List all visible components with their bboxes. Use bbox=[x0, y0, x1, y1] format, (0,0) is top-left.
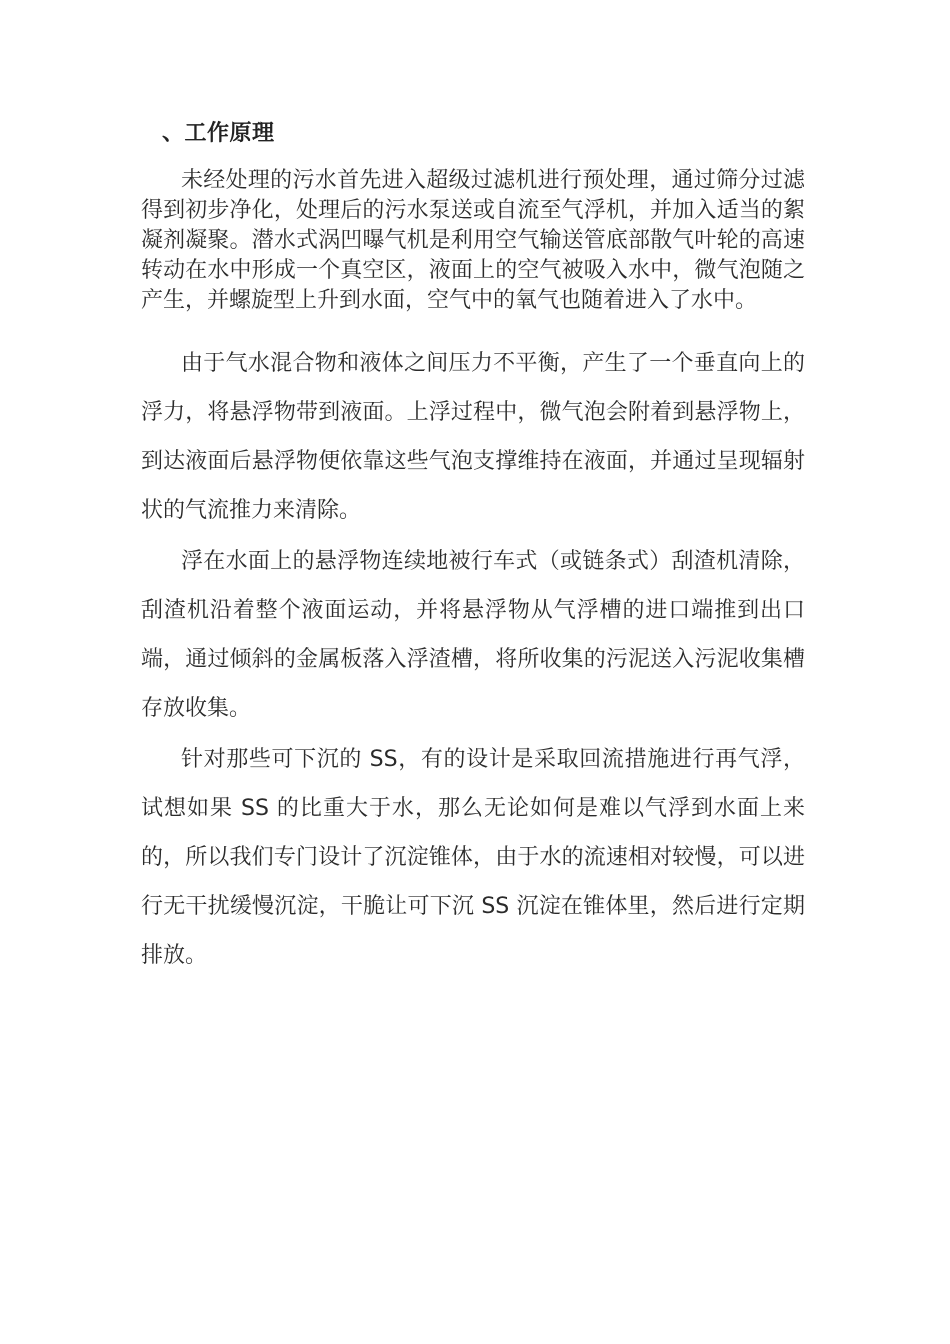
paragraph-sedimentation: 针对那些可下沉的 SS，有的设计是采取回流措施进行再气浮，试想如果 SS 的比重大于水，那么无论如何是难以气浮到水面上来的，所以我们专门设计了沉淀锥体，由于水的流速相对较慢，可以进行无干扰缓慢沉淀，干脆让可下沉 SS 沉淀在锥体里，然后进行定期排放。 bbox=[141, 747, 805, 968]
paragraph-buoyancy: 由于气水混合物和液体之间压力不平衡，产生了一个垂直向上的浮力，将悬浮物带到液面。上浮过程中，微气泡会附着到悬浮物上，到达液面后悬浮物便依靠这些气泡支撑维持在液面，并通过呈现辐射状的气流推力来清除。 bbox=[141, 351, 805, 523]
paragraph-scraper: 浮在水面上的悬浮物连续地被行车式（或链条式）刮渣机清除，刮渣机沿着整个液面运动，并将悬浮物从气浮槽的进口端推到出口端，通过倾斜的金属板落入浮渣槽，将所收集的污泥送入污泥收集槽存放收集。 bbox=[141, 549, 805, 721]
paragraph-intro: 未经处理的污水首先进入超级过滤机进行预处理，通过筛分过滤得到初步净化，处理后的污水泵送或自流至气浮机，并加入适当的絮凝剂凝聚。潜水式涡凹曝气机是利用空气输送管底部散气叶轮的高速转动在水中形成一个真空区，液面上的空气被吸入水中，微气泡随之产生，并螺旋型上升到水面，空气中的氧气也随着进入了水中。 bbox=[141, 168, 805, 313]
section-heading: 、工作原理 bbox=[162, 121, 275, 146]
